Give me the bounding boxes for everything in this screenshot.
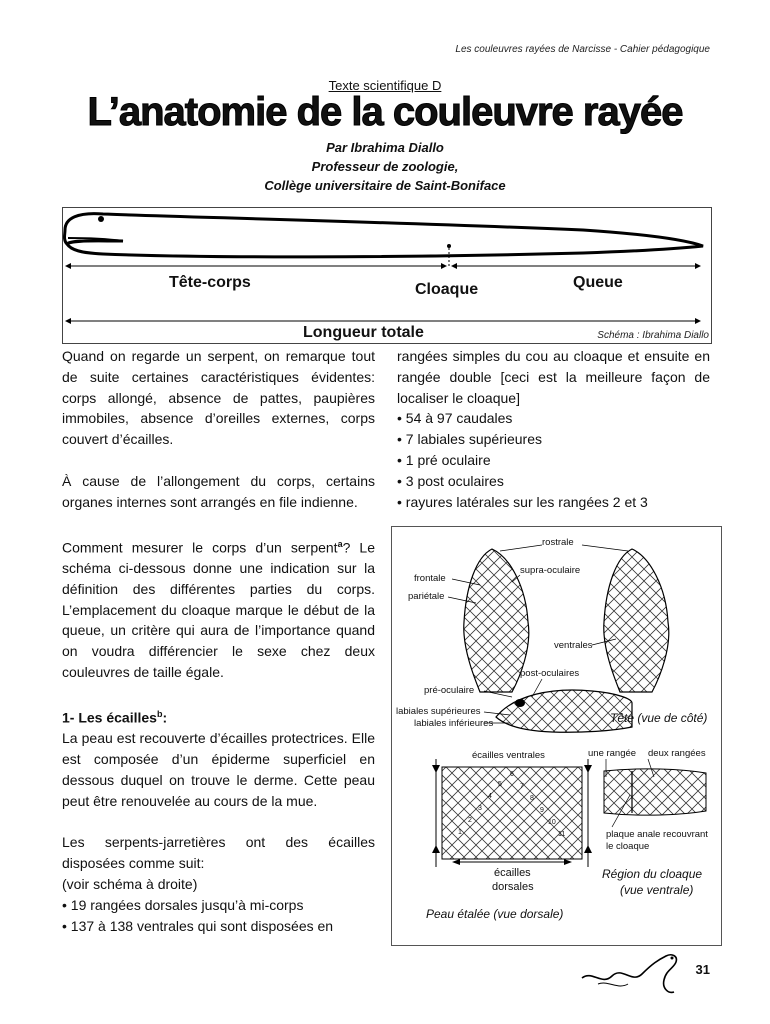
paragraph-measure xyxy=(62,534,375,683)
measure-text-start: Comment mesurer le corps d’un serpent xyxy=(62,539,338,556)
diagram-credit: Schéma : Ibrahima Diallo xyxy=(597,330,709,341)
row-number: 6 xyxy=(510,771,514,778)
row-number: 1 xyxy=(458,829,462,836)
page-title: L’anatomie de la couleuvre rayée xyxy=(87,90,683,134)
author-institution: Collège universitaire de Saint-Boniface xyxy=(264,178,506,193)
text-kicker: Texte scientifique D xyxy=(328,78,442,93)
label-parietal: pariétale xyxy=(408,591,445,602)
paragraph-continuation: rangées simples du cou au cloaque et ensuite en rangée double [ceci est la meilleure façon de localiser le cloaque] xyxy=(397,348,710,406)
label-rostral: rostrale xyxy=(542,537,574,548)
running-header: Les couleuvres rayées de Narcisse - Cahier pédagogique xyxy=(455,44,710,55)
measure-text-end: ? Le schéma ci-dessous donne une indication sur la définition des différentes parties du corps. L’emplacement du cloaque marque le début de la queue, un critère qui aura de l’importance quand on voudra différencier le sexe chez deux couleuvres de taille égale. xyxy=(62,539,376,681)
right-column xyxy=(397,346,710,512)
list-item: • 7 labiales supérieures xyxy=(397,431,542,448)
row-number: 5 xyxy=(498,781,502,788)
left-column xyxy=(62,346,375,936)
row-number: 2 xyxy=(468,817,472,824)
footnote-b: b xyxy=(156,708,163,719)
caption-cloaca-region: Région du cloaque xyxy=(602,867,703,881)
body-length-diagram xyxy=(62,207,712,344)
label-total-length: Longueur totale xyxy=(303,324,424,341)
row-number: 9 xyxy=(540,807,544,814)
row-number: 4 xyxy=(488,793,492,800)
paragraph-arrangement: Les serpents-jarretières ont des écailles disposées comme suit: xyxy=(62,834,375,872)
label-ventral-scales: écailles ventrales xyxy=(472,750,545,761)
list-item: • 3 post oculaires xyxy=(397,472,504,489)
label-double-row: deux rangées xyxy=(648,748,706,759)
label-anal-plate: plaque anale recouvrant xyxy=(606,829,708,840)
label-single-row: une rangée xyxy=(588,748,637,759)
left-bullet-list xyxy=(62,895,375,937)
label-supra-ocular: supra-oculaire xyxy=(520,565,581,576)
row-number: 10 xyxy=(548,819,556,826)
label-cloaca: Cloaque xyxy=(415,281,479,298)
row-number: 3 xyxy=(478,805,482,812)
right-bullet-list xyxy=(397,408,710,512)
scale-anatomy-figure xyxy=(391,526,722,946)
list-item: • 19 rangées dorsales jusqu’à mi-corps xyxy=(62,896,304,913)
caption-skin-spread: Peau étalée (vue dorsale) xyxy=(426,907,564,921)
list-item: • 137 à 138 ventrales qui sont disposées en xyxy=(62,917,334,934)
paragraph-skin: La peau est recouverte d’écailles protectrices. Elle est composée d’un épiderme superficiel en dessous duquel on trouve le derme. Cette peau peut être renouvelée au cours de la mue. xyxy=(62,730,375,809)
list-item: • 54 à 97 caudales xyxy=(397,410,513,427)
label-head-body: Tête-corps xyxy=(169,274,251,291)
label-upper-labial: labiales supérieures xyxy=(396,706,481,717)
row-number: 7 xyxy=(520,783,524,790)
label-ventral: ventrales xyxy=(554,640,593,651)
caption-cloaca-region-2: (vue ventrale) xyxy=(620,883,694,897)
label-lower-labial: labiales inférieures xyxy=(414,718,494,729)
footnote-a: a xyxy=(337,538,343,549)
paragraph-see-diagram: (voir schéma à droite) xyxy=(62,876,198,893)
list-item: • 1 pré oculaire xyxy=(397,451,491,468)
label-frontal: frontale xyxy=(414,573,446,584)
paragraph-organs: À cause de l’allongement du corps, certains organes internes sont arrangés en file indienne. xyxy=(62,472,375,510)
row-number: 8 xyxy=(530,795,534,802)
label-pre-ocular: pré-oculaire xyxy=(424,685,475,696)
label-tail: Queue xyxy=(573,274,623,291)
label-dorsal-scales: écailles xyxy=(494,867,531,879)
snake-doodle-icon xyxy=(578,950,688,998)
author-role: Professeur de zoologie, xyxy=(311,159,459,174)
section-title-scales: 1- Les écailles$^b$: xyxy=(62,708,168,726)
label-dorsal-scales-2: dorsales xyxy=(492,881,534,893)
author-name: Par Ibrahima Diallo xyxy=(326,140,444,155)
row-number: 11 xyxy=(558,831,566,838)
label-post-ocular: post-oculaires xyxy=(520,668,580,679)
page-number: 31 xyxy=(695,962,710,977)
list-item: • rayures latérales sur les rangées 2 et 3 xyxy=(397,493,648,510)
caption-head-side: Tête (vue de côté) xyxy=(610,711,708,725)
paragraph-intro: Quand on regarde un serpent, on remarque tout de suite certaines caractéristiques évidentes: corps allongé, absence de pattes, paupières immobiles, absence d’oreilles externes, corps couvert d’écailles. xyxy=(62,348,375,448)
label-anal-plate-2: le cloaque xyxy=(606,841,650,852)
